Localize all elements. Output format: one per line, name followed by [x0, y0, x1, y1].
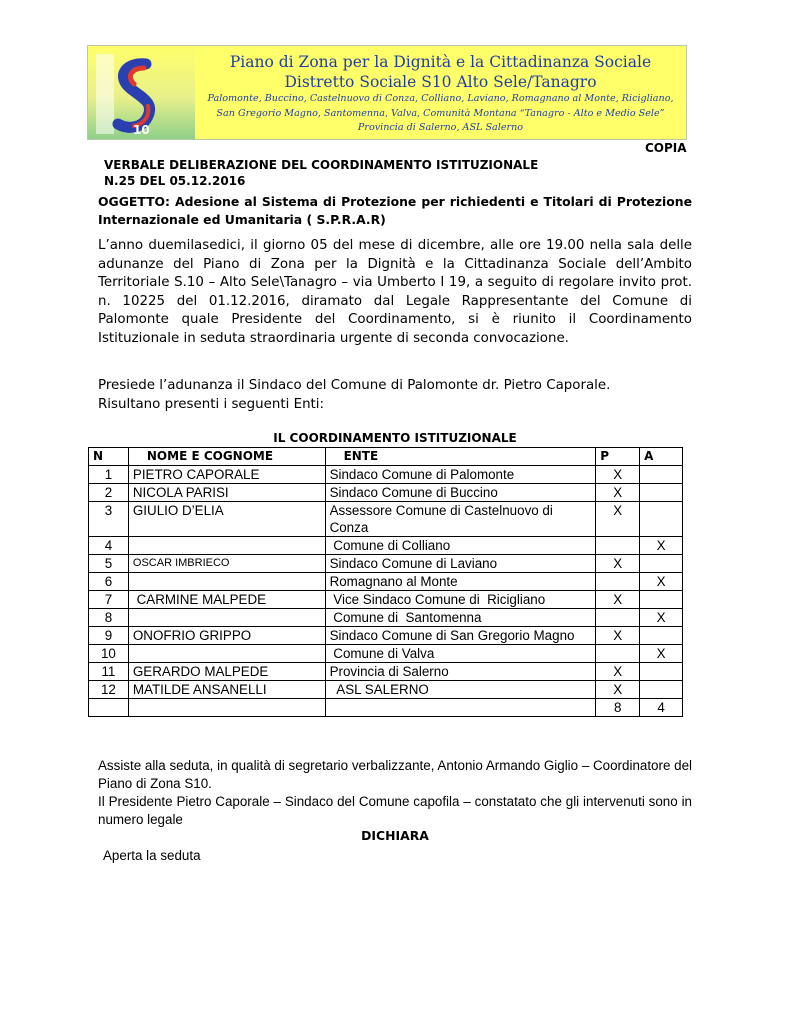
cell-n: 8 [89, 609, 129, 627]
cell-a [640, 681, 683, 699]
cell-p: X [596, 663, 640, 681]
cell-nome: GERARDO MALPEDE [128, 663, 325, 681]
cell-p: X [596, 484, 640, 502]
cell-n: 7 [89, 591, 129, 609]
cell-nome: NICOLA PARISI [128, 484, 325, 502]
total-absent: 4 [640, 699, 683, 717]
cell-nome: PIETRO CAPORALE [128, 466, 325, 484]
cell-ente: Comune di Colliano [325, 537, 596, 555]
cell-a [640, 502, 683, 537]
attendance-table [88, 447, 683, 717]
cell-p: X [596, 627, 640, 645]
cell-ente: Provincia di Salerno [325, 663, 596, 681]
cell-nome: GIULIO D’ELIA [128, 502, 325, 537]
cell-p: X [596, 502, 640, 537]
letterhead [87, 45, 687, 140]
cell-a: X [640, 609, 683, 627]
verbale-number: N.25 DEL 05.12.2016 [104, 174, 246, 188]
cell-nome: OSCAR IMBRIECO [128, 555, 325, 573]
total-present: 8 [596, 699, 640, 717]
letterhead-title [198, 52, 683, 92]
cell-ente: Comune di Valva [325, 645, 596, 663]
cell-ente: Vice Sindaco Comune di Ricigliano [325, 591, 596, 609]
cell-nome [128, 537, 325, 555]
cell-empty [89, 699, 129, 717]
table-caption: IL COORDINAMENTO ISTITUZIONALE [273, 431, 517, 445]
cell-a [640, 591, 683, 609]
copy-label: COPIA [645, 141, 687, 155]
opening-paragraph: L’anno duemilasedici, il giorno 05 del mese di dicembre, alle ore 19.00 nella sala delle adunanze del Piano di Zona per la Dignità e la Cittadinanza Sociale dell’Ambito Territoriale S.10 – Alto Sele\Tanagro – via Umberto I 19, a seguito di regolare invito prot. n. 10225 del 01.12.2016, diramato dal Legale Rappresentante del Comune di Palomonte quale Presidente del Coordinamento, si è riunito il Coordinamento Istituzionale in seduta straordinaria urgente di seconda convocazione. [98, 238, 692, 346]
session-opened: Aperta la seduta [103, 848, 201, 863]
president-paragraph: Il Presidente Pietro Caporale – Sindaco del Comune capofila – constatato che gli intervenuti sono in numero legale [98, 794, 692, 827]
table-row [89, 502, 683, 537]
cell-a [640, 663, 683, 681]
table-row [89, 484, 683, 502]
letterhead-title-line1: Piano di Zona per la Dignità e la Cittadinanza Sociale [229, 53, 652, 71]
presidency-line: Presiede l’adunanza il Sindaco del Comune di Palomonte dr. Pietro Caporale. [98, 378, 611, 393]
cell-a [640, 466, 683, 484]
cell-a: X [640, 645, 683, 663]
header-a: A [640, 448, 683, 466]
cell-a [640, 484, 683, 502]
letterhead-sub-line2: San Gregorio Magno, Santomenna, Valva, Comunità Montana “Tanagro - Alto e Medio Sele” [216, 107, 665, 119]
cell-a [640, 555, 683, 573]
cell-ente: Sindaco Comune di San Gregorio Magno [325, 627, 596, 645]
cell-n: 5 [89, 555, 129, 573]
cell-nome [128, 645, 325, 663]
table-row [89, 681, 683, 699]
cell-p [596, 609, 640, 627]
cell-a: X [640, 537, 683, 555]
cell-p [596, 537, 640, 555]
table-row [89, 537, 683, 555]
letterhead-sub-line1: Palomonte, Buccino, Castelnuovo di Conza, Colliano, Laviano, Romagnano al Monte, Ricigliano, [207, 93, 674, 104]
cell-ente: ASL SALERNO [325, 681, 596, 699]
cell-n: 9 [89, 627, 129, 645]
cell-a: X [640, 573, 683, 591]
verbale-title: VERBALE DELIBERAZIONE DEL COORDINAMENTO ISTITUZIONALE [104, 158, 539, 172]
cell-p: X [596, 466, 640, 484]
cell-nome: MATILDE ANSANELLI [128, 681, 325, 699]
cell-nome [128, 609, 325, 627]
logo-text: 10 [133, 123, 150, 137]
cell-ente: Sindaco Comune di Palomonte [325, 466, 596, 484]
cell-n: 3 [89, 502, 129, 537]
cell-n: 6 [89, 573, 129, 591]
letterhead-sub-line3: Provincia di Salerno, ASL Salerno [357, 122, 524, 133]
cell-p: X [596, 555, 640, 573]
letterhead-title-line2: Distretto Sociale S10 Alto Sele/Tanagro [284, 73, 597, 91]
cell-n: 12 [89, 681, 129, 699]
logo-graphic [88, 46, 195, 139]
cell-n: 2 [89, 484, 129, 502]
cell-ente: Sindaco Comune di Buccino [325, 484, 596, 502]
verbale-heading [104, 157, 538, 189]
cell-nome: CARMINE MALPEDE [128, 591, 325, 609]
table-row [89, 627, 683, 645]
table-row [89, 663, 683, 681]
cell-ente: Romagnano al Monte [325, 573, 596, 591]
header-ente: ENTE [325, 448, 596, 466]
header-nome: NOME E COGNOME [128, 448, 325, 466]
cell-n: 4 [89, 537, 129, 555]
cell-empty [128, 699, 325, 717]
table-row [89, 645, 683, 663]
cell-ente: Assessore Comune di Castelnuovo di Conza [325, 502, 596, 537]
cell-ente: Comune di Santomenna [325, 609, 596, 627]
cell-nome [128, 573, 325, 591]
header-n: N [89, 448, 129, 466]
cell-n: 1 [89, 466, 129, 484]
cell-p: X [596, 591, 640, 609]
cell-p: X [596, 681, 640, 699]
cell-nome: ONOFRIO GRIPPO [128, 627, 325, 645]
logo [88, 46, 195, 139]
cell-empty [325, 699, 596, 717]
cell-p [596, 573, 640, 591]
table-header-row [89, 448, 683, 466]
table-row [89, 609, 683, 627]
present-entities-line: Risultano presenti i seguenti Enti: [98, 396, 325, 412]
cell-n: 10 [89, 645, 129, 663]
subject: OGGETTO: Adesione al Sistema di Protezione per richiedenti e Titolari di Protezione Internazionale ed Umanitaria ( S.P.R.A.R) [98, 194, 692, 227]
cell-a [640, 627, 683, 645]
table-row [89, 591, 683, 609]
table-row [89, 555, 683, 573]
header-p: P [596, 448, 640, 466]
table-total-row [89, 699, 683, 717]
cell-n: 11 [89, 663, 129, 681]
letterhead-subtitle [198, 92, 683, 136]
cell-p [596, 645, 640, 663]
presidency-paragraph [98, 377, 692, 414]
cell-ente: Sindaco Comune di Laviano [325, 555, 596, 573]
table-row [89, 466, 683, 484]
secretary-paragraph: Assiste alla seduta, in qualità di segretario verbalizzante, Antonio Armando Giglio – Coordinatore del Piano di Zona S10. [98, 758, 692, 791]
declaration-heading: DICHIARA [361, 828, 429, 843]
table-row [89, 573, 683, 591]
